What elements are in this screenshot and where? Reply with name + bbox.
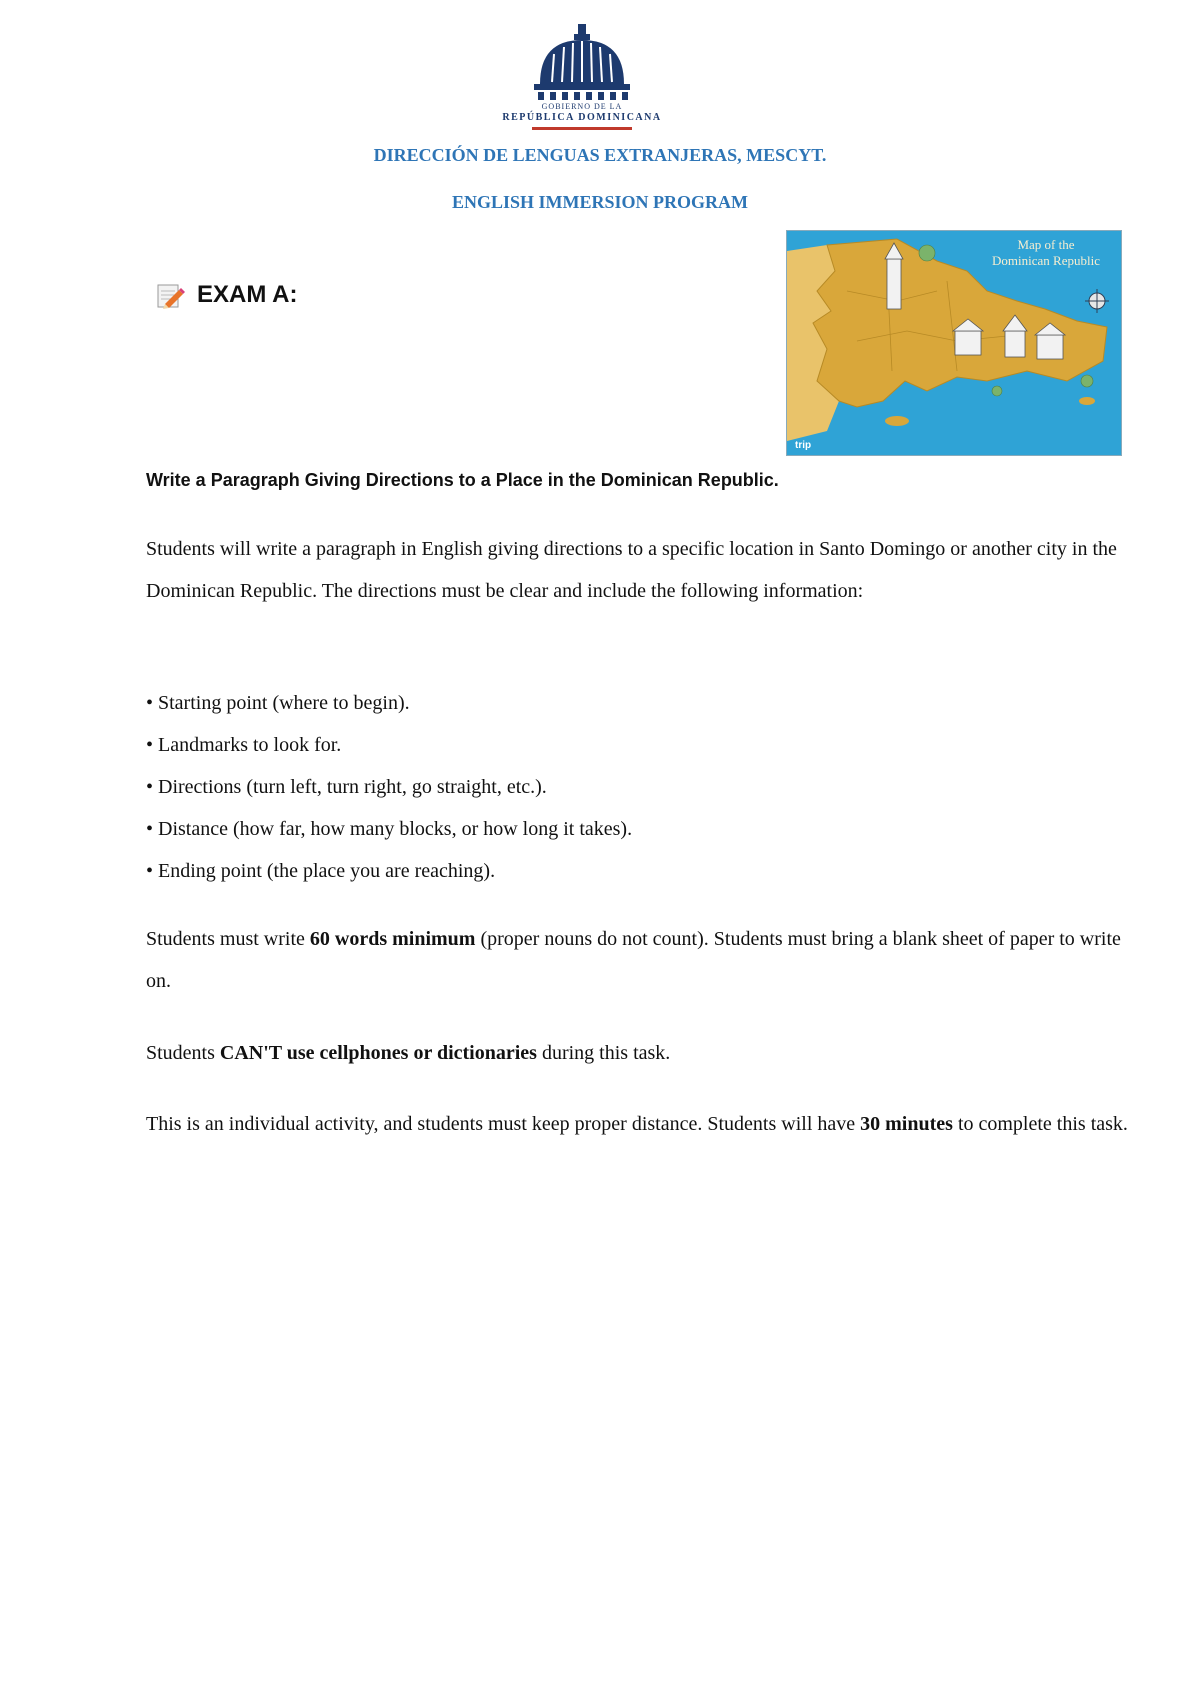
- intro-paragraph: Students will write a paragraph in English giving directions to a specific location in Santo Domingo or another city in the Dominican Republic. The directions must be clear and include the following information:: [146, 538, 1117, 602]
- task-heading: Write a Paragraph Giving Directions to a Place in the Dominican Republic.: [146, 470, 779, 490]
- map-title: [981, 237, 1111, 269]
- list-item: • Starting point (where to begin).: [146, 692, 410, 714]
- time-text-a: This is an individual activity, and students must keep proper distance. Students will have: [146, 1113, 861, 1135]
- time-bold: 30 minutes: [860, 1113, 953, 1135]
- list-item: • Landmarks to look for.: [146, 734, 342, 756]
- list-item: • Ending point (the place you are reaching).: [146, 860, 496, 882]
- map-title-line-1: Map of the: [1017, 237, 1075, 252]
- time-text-c: to complete this task.: [952, 1113, 1128, 1135]
- time-paragraph: [146, 1103, 1146, 1145]
- map-brand-logo: trip: [795, 440, 812, 451]
- logo-text-line2: REPÚBLICA DOMINICANA: [502, 112, 662, 123]
- word-count-text-a: Students must write: [146, 928, 310, 950]
- dome-icon: [482, 22, 682, 102]
- logo-red-rule: [532, 127, 632, 130]
- restrictions-text-a: Students: [146, 1042, 220, 1064]
- map-title-line-2: Dominican Republic: [992, 253, 1100, 268]
- government-logo: [482, 22, 682, 132]
- header-line-1: DIRECCIÓN DE LENGUAS EXTRANJERAS, MESCYT.: [373, 145, 827, 165]
- pencil-note-icon: [155, 280, 185, 310]
- list-item: • Distance (how far, how many blocks, or how long it takes).: [146, 818, 633, 840]
- restrictions-bold: CAN'T use cellphones or dictionaries: [219, 1042, 537, 1064]
- map-image: [786, 230, 1122, 456]
- list-item: • Directions (turn left, turn right, go straight, etc.).: [146, 776, 547, 798]
- word-count-bold: 60 words minimum: [309, 928, 476, 950]
- restrictions-text-c: during this task.: [536, 1042, 671, 1064]
- word-count-text-c: (proper nouns do not count). Students must bring a blank sheet of paper to write on.: [146, 928, 1121, 992]
- exam-heading: [155, 280, 297, 310]
- exam-title: EXAM A:: [197, 281, 298, 308]
- word-count-paragraph: [146, 918, 1146, 1002]
- requirements-list: [146, 682, 1146, 892]
- restrictions-paragraph: [146, 1032, 1146, 1074]
- header-line-2: ENGLISH IMMERSION PROGRAM: [451, 192, 748, 212]
- logo-text-line1: GOBIERNO DE LA: [541, 102, 623, 111]
